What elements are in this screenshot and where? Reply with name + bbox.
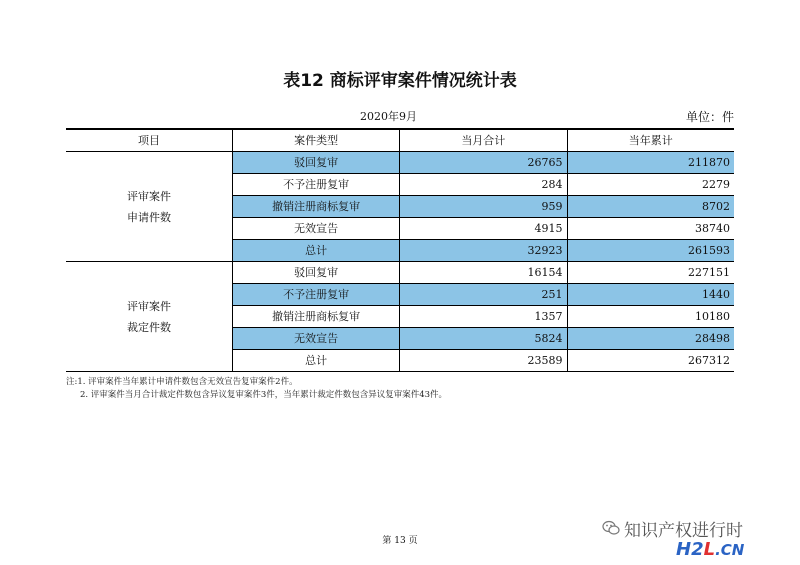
statistics-table xyxy=(66,128,734,372)
month-total-cell: 284 xyxy=(400,174,567,196)
group-label-rulings xyxy=(66,262,233,372)
logo-cn: .CN xyxy=(715,541,745,559)
group-label-line: 裁定件数 xyxy=(127,320,172,334)
case-type-cell: 驳回复审 xyxy=(233,262,400,284)
wechat-icon xyxy=(602,520,620,541)
month-total-cell: 5824 xyxy=(400,328,567,350)
month-total-cell: 16154 xyxy=(400,262,567,284)
case-type-cell: 无效宣告 xyxy=(233,328,400,350)
year-total-cell: 28498 xyxy=(567,328,734,350)
page-number: 第 13 页 xyxy=(382,536,418,546)
year-total-cell: 227151 xyxy=(567,262,734,284)
month-total-cell: 4915 xyxy=(400,218,567,240)
brand-text: 知识产权进行时 xyxy=(624,521,743,541)
case-type-cell: 无效宣告 xyxy=(233,218,400,240)
header-item: 项目 xyxy=(66,129,233,152)
year-total-cell: 261593 xyxy=(567,240,734,262)
footnote-1: 注:1. 评审案件当年累计申请件数包含无效宣告复审案件2件。 xyxy=(66,377,298,387)
case-type-cell: 撤销注册商标复审 xyxy=(233,196,400,218)
month-total-cell: 251 xyxy=(400,284,567,306)
h2l-logo xyxy=(676,539,744,560)
group-label-line: 申请件数 xyxy=(127,210,172,224)
year-total-cell: 267312 xyxy=(567,350,734,372)
case-type-cell: 撤销注册商标复审 xyxy=(233,306,400,328)
group-label-line: 评审案件 xyxy=(127,299,172,313)
month-total-cell: 23589 xyxy=(400,350,567,372)
table-row xyxy=(66,152,734,174)
header-month-total: 当月合计 xyxy=(400,129,567,152)
case-type-cell: 驳回复审 xyxy=(233,152,400,174)
case-type-cell: 总计 xyxy=(233,240,400,262)
logo-h2: H2 xyxy=(676,539,704,560)
year-total-cell: 211870 xyxy=(567,152,734,174)
case-type-cell: 不予注册复审 xyxy=(233,174,400,196)
year-total-cell: 10180 xyxy=(567,306,734,328)
header-case-type: 案件类型 xyxy=(233,129,400,152)
year-total-cell: 1440 xyxy=(567,284,734,306)
report-date: 2020年9月 xyxy=(360,110,417,123)
table-row xyxy=(66,262,734,284)
year-total-cell: 2279 xyxy=(567,174,734,196)
watermark-brand xyxy=(602,516,743,541)
month-total-cell: 32923 xyxy=(400,240,567,262)
table-header-row xyxy=(66,129,734,152)
logo-l: L xyxy=(703,539,716,560)
group-label-line: 评审案件 xyxy=(127,189,172,203)
footnote-2: 2. 评审案件当月合计裁定件数包含异议复审案件3件，当年累计裁定件数包含异议复审案件43件。 xyxy=(80,390,448,400)
year-total-cell: 38740 xyxy=(567,218,734,240)
unit-label: 单位：件 xyxy=(685,110,734,124)
month-total-cell: 959 xyxy=(400,196,567,218)
case-type-cell: 总计 xyxy=(233,350,400,372)
page-title: 表12 商标评审案件情况统计表 xyxy=(283,71,517,91)
header-year-total: 当年累计 xyxy=(567,129,734,152)
group-label-applications xyxy=(66,152,233,262)
month-total-cell: 1357 xyxy=(400,306,567,328)
month-total-cell: 26765 xyxy=(400,152,567,174)
case-type-cell: 不予注册复审 xyxy=(233,284,400,306)
year-total-cell: 8702 xyxy=(567,196,734,218)
